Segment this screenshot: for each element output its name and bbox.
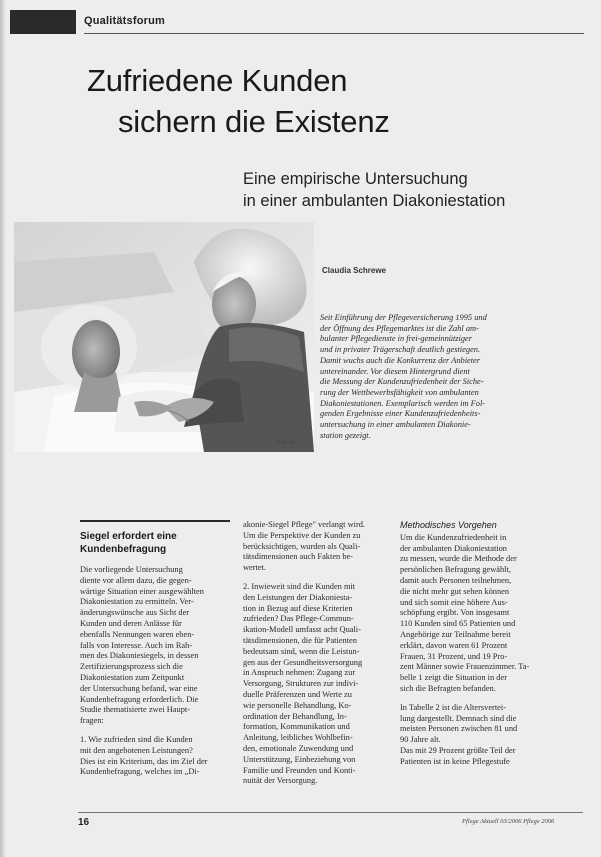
lead-line: untereinander. Vor diesem Hintergrund dient [320, 366, 470, 376]
text-line: Diakoniestation zum Zeitpunkt [80, 672, 185, 682]
text-line: zu messen, wurde die Methode der [400, 554, 517, 564]
text-line: tätsdimensionen, die für Patienten [243, 635, 357, 645]
text-line: wie personelle Behandlung, Ko- [243, 700, 352, 710]
text-line: In Tabelle 2 ist die Altersvertei- [400, 702, 507, 712]
text-line: änderungswünsche aus Sicht der [80, 608, 190, 618]
text-line: 90 Jahre alt. [400, 735, 441, 745]
text-line: Studie thematisierte zwei Haupt- [80, 705, 191, 715]
caregiver-with-patient-photo [14, 222, 314, 452]
paragraph [243, 582, 395, 787]
paragraph [80, 735, 230, 778]
lead-line: bulanter Pflegedienste in frei-gemeinnütziger [320, 334, 473, 344]
paragraph [243, 520, 395, 574]
text-line: Patienten ist in keine Pflegestufe [400, 756, 510, 766]
text-line: Zertifizierungsprozess sich die [80, 662, 183, 672]
text-line: Kunden und deren Anlässe für [80, 618, 182, 628]
article-title-line-1: Zufriedene Kunden [87, 63, 348, 98]
publication-footer: Pflege Aktuell 03/2006 Pflege 2006 [462, 818, 555, 825]
text-line: Um die Perspektive der Kunden zu [243, 530, 361, 540]
heading-line: Siegel erfordert eine [80, 531, 177, 542]
paragraph [400, 533, 584, 695]
lead-line: der Öffnung des Pflegemarktes ist die Zahl am- [320, 323, 479, 333]
text-line: Anleitung, leibliches Wohlbefin- [243, 733, 353, 743]
text-line: Um die Kundenzufriedenheit in [400, 532, 507, 542]
subtitle-line: Eine empirische Untersuchung [243, 170, 468, 188]
lead-line: Seit Einführung der Pflegeversicherung 1995 und [320, 313, 487, 322]
text-line: wertet. [243, 563, 267, 573]
subtitle-line: in einer ambulanten Diakoniestation [243, 192, 506, 210]
text-line: fragen: [80, 716, 104, 726]
lead-line: genden Ergebnisse einer Kundenzufriedenheits- [320, 409, 481, 419]
text-line: den Leistungen der Diakoniesta- [243, 592, 353, 602]
column-heading [80, 530, 230, 556]
text-line: wärtige Situation einer ausgewählten [80, 586, 204, 596]
text-line: mit den angebotenen Leistungen? [80, 745, 193, 755]
text-line: duelle Präferenzen und Werte zu [243, 689, 352, 699]
text-line: Dies ist ein Kriterium, das im Ziel der [80, 756, 208, 766]
column-heading-rule [80, 520, 230, 522]
author-byline: Claudia Schrewe [322, 266, 387, 275]
text-line: lung dargestellt. Demnach sind die [400, 713, 517, 723]
section-marker-bar [10, 10, 76, 34]
text-line: ebenfalls Nennungen waren eben- [80, 629, 195, 639]
text-line: erklärt, davon waren 61 Prozent [400, 640, 508, 650]
article-lead-text [320, 313, 582, 441]
lead-line: station gezeigt. [320, 430, 371, 440]
text-line: zent Männer sowie Frauenzimmer. Ta- [400, 662, 530, 672]
page-gutter-shadow [0, 0, 6, 857]
article-subtitle [243, 168, 583, 212]
section-label: Qualitätsforum [84, 15, 166, 27]
article-photo [14, 222, 314, 452]
lead-line: Damit wuchs auch die Konkurrenz der Anbieter [320, 355, 481, 365]
footer-rule [78, 812, 583, 813]
text-line: falls von Interesse. Auch im Rah- [80, 640, 193, 650]
lead-line: die Messung der Kundenzufriedenheit der Siche- [320, 377, 484, 387]
text-line: diente vor allem dazu, die gegen- [80, 575, 192, 585]
lead-line: und in privater Trägerschaft deutlich gestiegen. [320, 345, 481, 355]
text-line: gen aus der Gesundheitsversorgung [243, 657, 363, 667]
text-line: 1. Wie zufrieden sind die Kunden [80, 734, 193, 744]
text-line: Familie und Freunden und Konti- [243, 765, 356, 775]
text-line: persönlichen Befragung gewählt, [400, 565, 511, 575]
lead-line: untersuchung in einer ambulanten Diakonie- [320, 420, 471, 430]
text-line: sich die Befragten befanden. [400, 683, 496, 693]
text-line: men des Diakoniesiegels, in dessen [80, 651, 199, 661]
text-line: der Untersuchung befand, war eine [80, 683, 198, 693]
lead-line: rung der Wettbewerbsfähigkeit von ambulanten [320, 387, 479, 397]
paragraph [400, 746, 584, 768]
text-line: Angehörige zur Teilnahme bereit [400, 629, 511, 639]
text-line: der ambulanten Diakoniestation [400, 543, 507, 553]
body-column-2 [243, 520, 395, 787]
text-line: akonie-Siegel Pflege" verlangt wird. [243, 520, 366, 529]
text-line: formation, Kommunikation und [243, 722, 350, 732]
text-line: Kundenbefragung erforderlich. Die [80, 694, 199, 704]
text-line: Die vorliegende Untersuchung [80, 565, 183, 574]
photo-credit: Foto: Jul [276, 440, 296, 446]
text-line: in Anspruch nehmen: Zugang zur [243, 668, 356, 678]
text-line: Das mit 29 Prozent größte Teil der [400, 745, 516, 755]
text-line: berücksichtigen, wurden als Quali- [243, 541, 361, 551]
lead-line: Diakoniestationen. Exemplarisch werden im Fol- [320, 398, 486, 408]
text-line: Kundenbefragung, welches im „Di- [80, 767, 200, 777]
text-line: Frauen, 31 Prozent, und 19 Pro- [400, 651, 508, 661]
text-line: 2. Inwieweit sind die Kunden mit [243, 581, 356, 591]
text-line: ikation-Modell umfasst acht Quali- [243, 625, 361, 635]
section-rule [84, 33, 584, 34]
text-line: ordination der Behandlung, In- [243, 711, 347, 721]
text-line: tion in Bezug auf diese Kriterien [243, 603, 353, 613]
text-line: bedeutsam sind, wenn die Leistun- [243, 646, 360, 656]
article-title-line-2: sichern die Existenz [118, 104, 390, 139]
heading-line: Kundenbefragung [80, 544, 167, 555]
text-line: belle 1 zeigt die Situation in der [400, 673, 507, 683]
text-line: zufrieden? Das Pflege-Commun- [243, 614, 354, 624]
text-line: damit auch Personen teilnehmen, [400, 575, 512, 585]
body-column-3 [400, 520, 584, 768]
text-line: Diakoniestation zu ermitteln. Ver- [80, 597, 194, 607]
column-subheading: Methodisches Vorgehen [400, 520, 497, 530]
text-line: Unterstützung, Einbeziehung von [243, 754, 356, 764]
text-line: 110 Kunden sind 65 Patienten und [400, 619, 516, 629]
text-line: die nicht mehr gut sehen können [400, 586, 510, 596]
body-column-1 [80, 520, 230, 778]
text-line: tätsdimensionen auch Fakten be- [243, 552, 354, 562]
text-line: den, emotionale Zuwendung und [243, 743, 354, 753]
text-line: Versorgung, Strukturen zur indivi- [243, 679, 359, 689]
text-line: nuität der Versorgung. [243, 776, 318, 786]
paragraph [400, 703, 584, 746]
paragraph [80, 565, 230, 727]
text-line: meisten Personen zwischen 81 und [400, 724, 518, 734]
page-number: 16 [78, 817, 90, 828]
text-line: und sich somit eine höhere Aus- [400, 597, 508, 607]
text-line: schöpfung ergibt. Von insgesamt [400, 608, 510, 618]
